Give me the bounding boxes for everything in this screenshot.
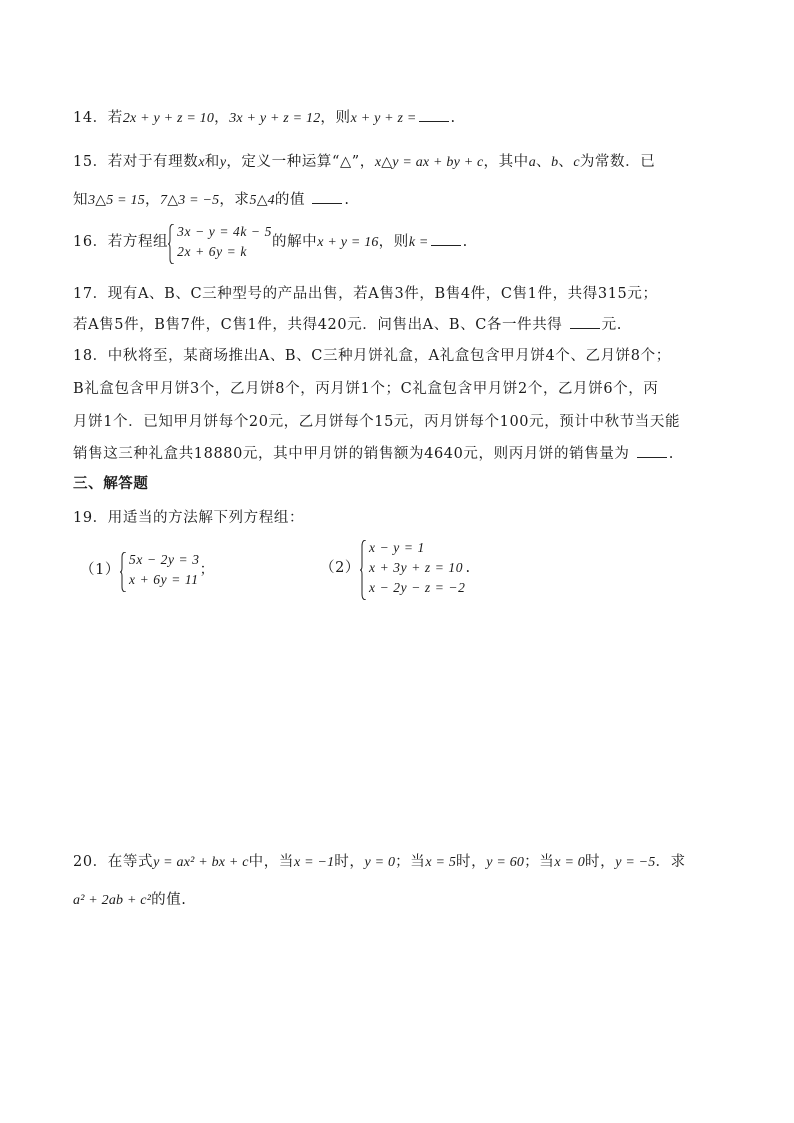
q19-part-2-row-2: x + 3y + z = 10 <box>369 560 464 575</box>
question-14 <box>73 106 456 127</box>
q15-text: 、 <box>558 154 574 170</box>
q15-const-b: b <box>551 155 559 170</box>
q17-answer-blank[interactable] <box>570 314 600 329</box>
q15-ask: 5△4 <box>249 193 275 208</box>
q15-text: ， <box>144 192 161 208</box>
q16-system-row-2: 2x + 6y = k <box>177 244 247 259</box>
brace-icon <box>120 552 127 592</box>
question-17-line-1: 17．现有A、B、C三种型号的产品出售，若A售3件，B售4件，C售1件，共得315元； <box>73 286 658 302</box>
q15-var-x: x <box>198 155 205 170</box>
q14-end: . <box>450 110 456 126</box>
q20-text: 时， <box>585 854 616 870</box>
q19-part-1-end: ； <box>199 562 215 578</box>
q15-text: 、 <box>535 154 552 170</box>
section-title: 三、解答题 <box>73 475 149 492</box>
q14-equation-2: 3x + y + z = 12 <box>229 111 321 126</box>
q19-part-2-system <box>360 538 465 598</box>
q15-text: 的值 <box>274 192 306 208</box>
q19-part-2-row-3: x − 2y − z = −2 <box>369 580 466 595</box>
q19-part-2-end: . <box>465 560 471 576</box>
question-19-stem: 19．用适当的方法解下列方程组： <box>73 510 305 526</box>
q16-text: 16．若方程组 <box>73 234 169 250</box>
q16-text: ，则 <box>378 234 409 250</box>
q16-equation-system <box>168 222 272 262</box>
q15-text: ，其中 <box>483 154 529 170</box>
q15-text: ，求 <box>219 192 250 208</box>
q19-part-1 <box>80 550 215 590</box>
q20-condition-3: x = 0 <box>554 855 585 870</box>
q20-text: ．求 <box>655 854 686 870</box>
q20-value-1: y = 0 <box>364 855 396 870</box>
question-18-line-2: B礼盒包含甲月饼3个，乙月饼8个，丙月饼1个；C礼盒包含甲月饼2个，乙月饼6个，丙 <box>73 381 659 397</box>
q16-end: . <box>462 234 468 250</box>
q15-text: ，定义一种运算“△”， <box>226 154 375 170</box>
q15-given-2: 7△3 = −5 <box>160 193 220 208</box>
q15-given-1: 3△5 = 15 <box>88 193 145 208</box>
q19-part-2-row-1: x − y = 1 <box>369 540 425 555</box>
brace-icon <box>168 224 175 264</box>
q16-text: 的解中 <box>271 234 318 250</box>
brace-icon <box>360 540 367 600</box>
q20-value-3: y = −5 <box>615 855 656 870</box>
q20-text: 20．在等式 <box>73 854 154 870</box>
question-16 <box>73 222 468 262</box>
q18-text: 销售这三种礼盒共18880元，其中甲月饼的销售额为4640元，则丙月饼的销售量为 <box>73 446 630 462</box>
q15-text: 为常数．已 <box>579 154 656 170</box>
q19-part-2-label: （2） <box>320 560 361 576</box>
question-18-line-4 <box>73 442 674 463</box>
q14-expression: x + y + z = <box>350 111 417 126</box>
q14-equation-1: 2x + y + z = 10 <box>122 111 215 126</box>
question-15-line-1 <box>73 150 655 171</box>
q20-text: 时， <box>456 854 487 870</box>
q19-part-1-label: （1） <box>80 562 121 578</box>
question-20-line-1 <box>73 850 686 871</box>
q16-answer-blank[interactable] <box>431 231 461 246</box>
q15-end: . <box>344 192 350 208</box>
question-20-line-2 <box>73 888 187 909</box>
q20-text: 的值. <box>151 892 187 908</box>
q16-condition: x + y = 16 <box>317 235 379 250</box>
q20-expression: a² + 2ab + c² <box>73 893 152 908</box>
q20-condition-2: x = 5 <box>425 855 457 870</box>
q15-var-y: y <box>219 155 227 170</box>
q19-part-1-system <box>120 550 200 590</box>
q19-part-1-row-1: 5x − 2y = 3 <box>129 552 200 567</box>
q20-text: ；当 <box>395 854 426 870</box>
question-18-line-1: 18．中秋将至，某商场推出A、B、C三种月饼礼盒，A礼盒包含甲月饼4个、乙月饼8个； <box>73 348 671 364</box>
q20-text: 中，当 <box>248 854 294 870</box>
q16-ask: k = <box>408 235 429 250</box>
q19-part-1-row-2: x + 6y = 11 <box>129 572 199 587</box>
q14-separator: ， <box>214 110 230 126</box>
q20-value-2: y = 60 <box>486 855 525 870</box>
q14-answer-blank[interactable] <box>419 107 449 122</box>
q20-condition-1: x = −1 <box>293 855 335 870</box>
q18-answer-blank[interactable] <box>637 443 667 458</box>
q18-end: . <box>668 446 674 462</box>
q15-const-c: c <box>573 155 580 170</box>
question-17-line-2 <box>73 313 622 334</box>
q17-end: 元. <box>601 317 622 333</box>
q14-number: 14．若 <box>73 110 123 126</box>
q20-equation: y = ax² + bx + c <box>153 855 249 870</box>
q14-text: ，则 <box>320 110 351 126</box>
q16-system-row-1: 3x − y = 4k − 5 <box>177 224 272 239</box>
q15-text: 知 <box>73 192 89 208</box>
q15-answer-blank[interactable] <box>312 189 342 204</box>
q15-operation-definition: x△y = ax + by + c <box>374 155 484 170</box>
q15-text: 和 <box>204 154 220 170</box>
q15-const-a: a <box>528 155 536 170</box>
q20-text: 时， <box>334 854 365 870</box>
q15-text: 15．若对于有理数 <box>73 154 199 170</box>
q19-part-2 <box>320 538 471 598</box>
q20-text: ；当 <box>524 854 555 870</box>
question-18-line-3: 月饼1个．已知甲月饼每个20元，乙月饼每个15元，丙月饼每个100元，预计中秋节当天能 <box>73 414 681 430</box>
question-15-line-2 <box>73 188 350 209</box>
q17-text: 若A售5件，B售7件，C售1件，共得420元．问售出A、B、C各一件共得 <box>73 317 563 333</box>
